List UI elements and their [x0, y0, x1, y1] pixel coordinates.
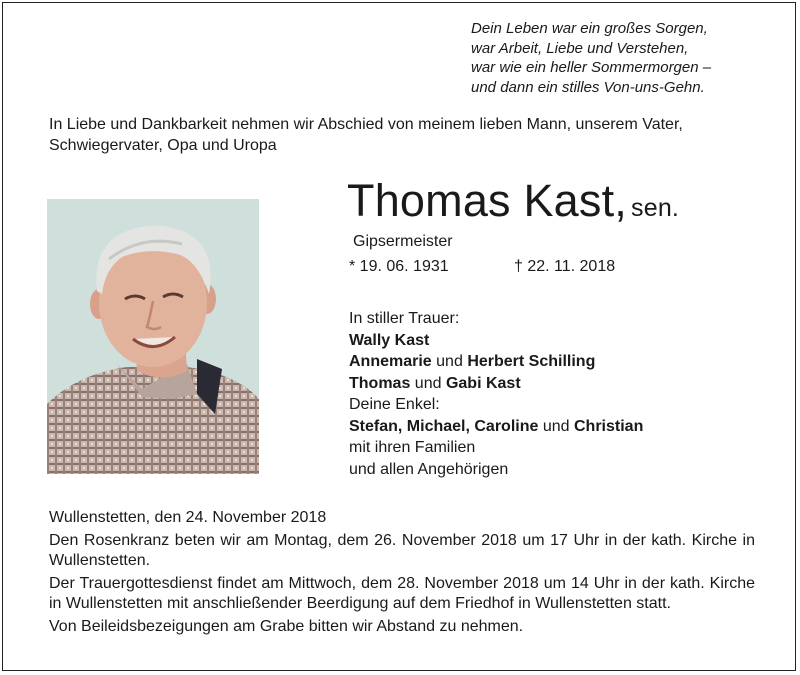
place-date: Wullenstetten, den 24. November 2018: [49, 509, 327, 526]
deceased-name-suffix: sen.: [631, 194, 680, 222]
mourner-name: Thomas: [349, 374, 411, 392]
mourner-line: [349, 330, 643, 352]
mourners-list: [349, 308, 643, 480]
condolences-note: Von Beileidsbezeigungen am Grabe bitten wir Abstand zu nehmen.: [49, 617, 524, 635]
poem-line: Dein Leben war ein großes Sorgen,: [471, 20, 708, 37]
service-note: Der Trauergottesdienst findet am Mittwoch, dem 28. November 2018 um 14 Uhr in der kath. Kirche in Wullenstetten mit anschließender Beerdigung auf dem Friedhof in Wullenstetten statt.: [49, 574, 755, 612]
deceased-name: [347, 175, 679, 234]
intro-text: In Liebe und Dankbarkeit nehmen wir Abschied von meinem lieben Mann, unserem Vater, Schwiegervater, Opa und Uropa: [49, 116, 683, 154]
poem-line: war wie ein heller Sommermorgen –: [471, 59, 712, 76]
poem-line: und dann ein stilles Von-uns-Gehn.: [471, 78, 705, 96]
mourner-name: Annemarie: [349, 353, 432, 370]
birth-date: * 19. 06. 1931: [349, 258, 449, 275]
families-line: mit ihren Familien: [349, 439, 476, 456]
mourner-name: Wally Kast: [349, 331, 430, 349]
conjunction: und: [414, 374, 442, 392]
deceased-name-text: Thomas Kast,: [347, 175, 628, 226]
conjunction: und: [436, 353, 463, 370]
death-date: † 22. 11. 2018: [514, 258, 616, 275]
mourner-line: [349, 416, 643, 438]
mourner-name: Christian: [574, 417, 644, 435]
relatives-line: und allen Angehörigen: [349, 460, 509, 478]
poem-line: war Arbeit, Liebe und Verstehen,: [471, 39, 689, 57]
deceased-profession: Gipsermeister: [353, 233, 453, 250]
mourners-heading: In stiller Trauer:: [349, 310, 460, 327]
conjunction: und: [542, 417, 570, 435]
life-dates: [349, 257, 616, 277]
mourner-name: Herbert Schilling: [467, 353, 596, 370]
rosary-note: Den Rosenkranz beten wir am Montag, dem 26. November 2018 um 17 Uhr in der kath. Kirche in Wullenstetten.: [49, 531, 755, 569]
portrait-photo: [47, 199, 259, 474]
mourner-line: [349, 373, 643, 395]
mourner-line: [349, 351, 643, 373]
portrait-image: [47, 199, 259, 474]
obituary-card: [2, 2, 796, 671]
poem: [471, 19, 711, 97]
grandchildren-label: Deine Enkel:: [349, 396, 440, 413]
mourner-name: Gabi Kast: [445, 374, 521, 392]
footer-notes: [49, 508, 755, 639]
mourner-name: Stefan, Michael, Caroline: [349, 417, 539, 435]
